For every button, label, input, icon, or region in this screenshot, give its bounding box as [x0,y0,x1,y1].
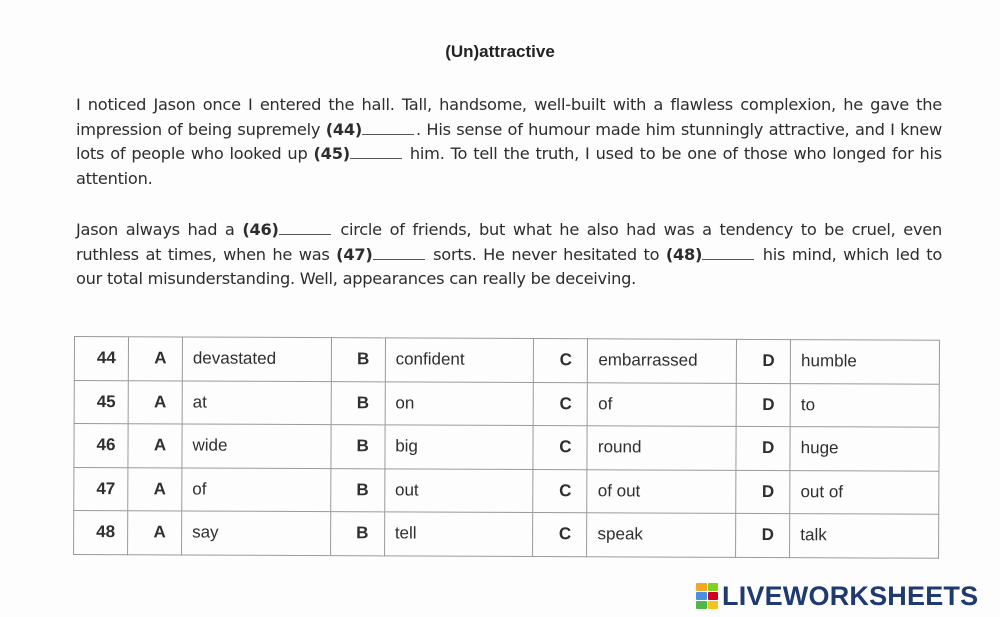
letter-d: D [736,426,790,470]
question-number: 46 [74,424,128,468]
logo-grid-icon [696,583,718,609]
text-segment: . His sense of humour made him stunningly attractive, and I knew lots of people who looked up [76,119,942,163]
option-c[interactable]: speak [587,513,736,557]
option-b[interactable]: on [385,381,534,425]
letter-c: C [533,513,587,557]
logo-tile [696,592,707,600]
letter-a: A [128,337,182,381]
letter-c: C [533,469,587,513]
letter-c: C [533,426,587,470]
text-segment: him. To tell the truth, I used to be one of those who longed for his attention. [76,144,942,188]
option-b[interactable]: confident [385,338,534,382]
option-a[interactable]: of [182,467,331,511]
letter-b: B [331,381,385,425]
letter-a: A [128,380,182,424]
text-segment: circle of friends, but what he also had was a tendency to be cruel, even ruthless at times, when he was [76,220,942,264]
table-row [74,337,939,384]
gap-46-label: (46) [242,220,279,239]
option-c[interactable]: of out [587,469,736,513]
text-segment: his mind, which led to our total misunderstanding. Well, appearances can really be deceiving. [76,244,942,288]
letter-d: D [736,339,790,383]
logo-text: LIVEWORKSHEETS [722,580,979,611]
logo-tile [708,583,719,591]
letter-d: D [736,470,790,514]
option-d[interactable]: huge [790,427,939,471]
question-number: 44 [74,337,128,381]
option-d[interactable]: talk [790,514,939,558]
option-b[interactable]: out [384,468,533,512]
option-d[interactable]: out of [790,470,939,514]
option-a[interactable]: devastated [182,337,331,381]
text-segment: I noticed Jason once I entered the hall. Tall, handsome, well-built with a flawless complexion, he gave the impression of being supremely [76,95,942,139]
logo-tile [708,601,719,609]
letter-a: A [128,424,182,468]
letter-a: A [128,511,182,555]
option-c[interactable]: of [588,382,737,426]
gap-48-label: (48) [665,244,703,264]
question-number: 45 [74,380,128,424]
option-b[interactable]: big [385,425,534,469]
letter-d: D [736,383,790,427]
option-a[interactable]: wide [182,424,331,468]
option-d[interactable]: humble [790,340,939,384]
option-c[interactable]: round [587,426,736,470]
letter-b: B [330,468,384,512]
letter-c: C [534,339,588,383]
letter-b: B [331,425,385,469]
table-row [74,467,939,514]
option-c[interactable]: embarrassed [588,339,737,383]
logo-tile [696,583,707,591]
table-row [74,380,939,427]
gap-48-blank[interactable] [702,248,754,260]
logo-tile [708,592,719,600]
gap-45-blank[interactable] [350,147,402,159]
gap-44-blank[interactable] [362,123,414,135]
question-number: 48 [74,511,128,555]
logo-tile [696,601,707,609]
option-a[interactable]: say [182,511,331,555]
question-number: 47 [74,467,128,511]
text-segment: Jason always had a [76,220,243,239]
table-row [74,511,939,558]
options-table [73,336,940,558]
liveworksheets-logo[interactable] [696,580,978,612]
gap-47-label: (47) [336,244,373,264]
option-a[interactable]: at [182,380,331,424]
option-b[interactable]: tell [384,512,533,556]
letter-b: B [330,512,384,556]
paragraph-1 [76,93,942,191]
letter-b: B [331,338,385,382]
letter-c: C [534,382,588,426]
gap-46-blank[interactable] [279,223,331,235]
gap-45-label: (45) [313,144,350,163]
table-row [74,424,939,471]
gap-47-blank[interactable] [373,248,425,260]
letter-d: D [736,513,790,557]
paragraph-2 [76,218,942,292]
option-d[interactable]: to [790,383,939,427]
letter-a: A [128,467,182,511]
worksheet-title: (Un)attractive [445,42,555,61]
gap-44-label: (44) [325,119,363,139]
text-segment: sorts. He never hesitated to [426,244,666,264]
